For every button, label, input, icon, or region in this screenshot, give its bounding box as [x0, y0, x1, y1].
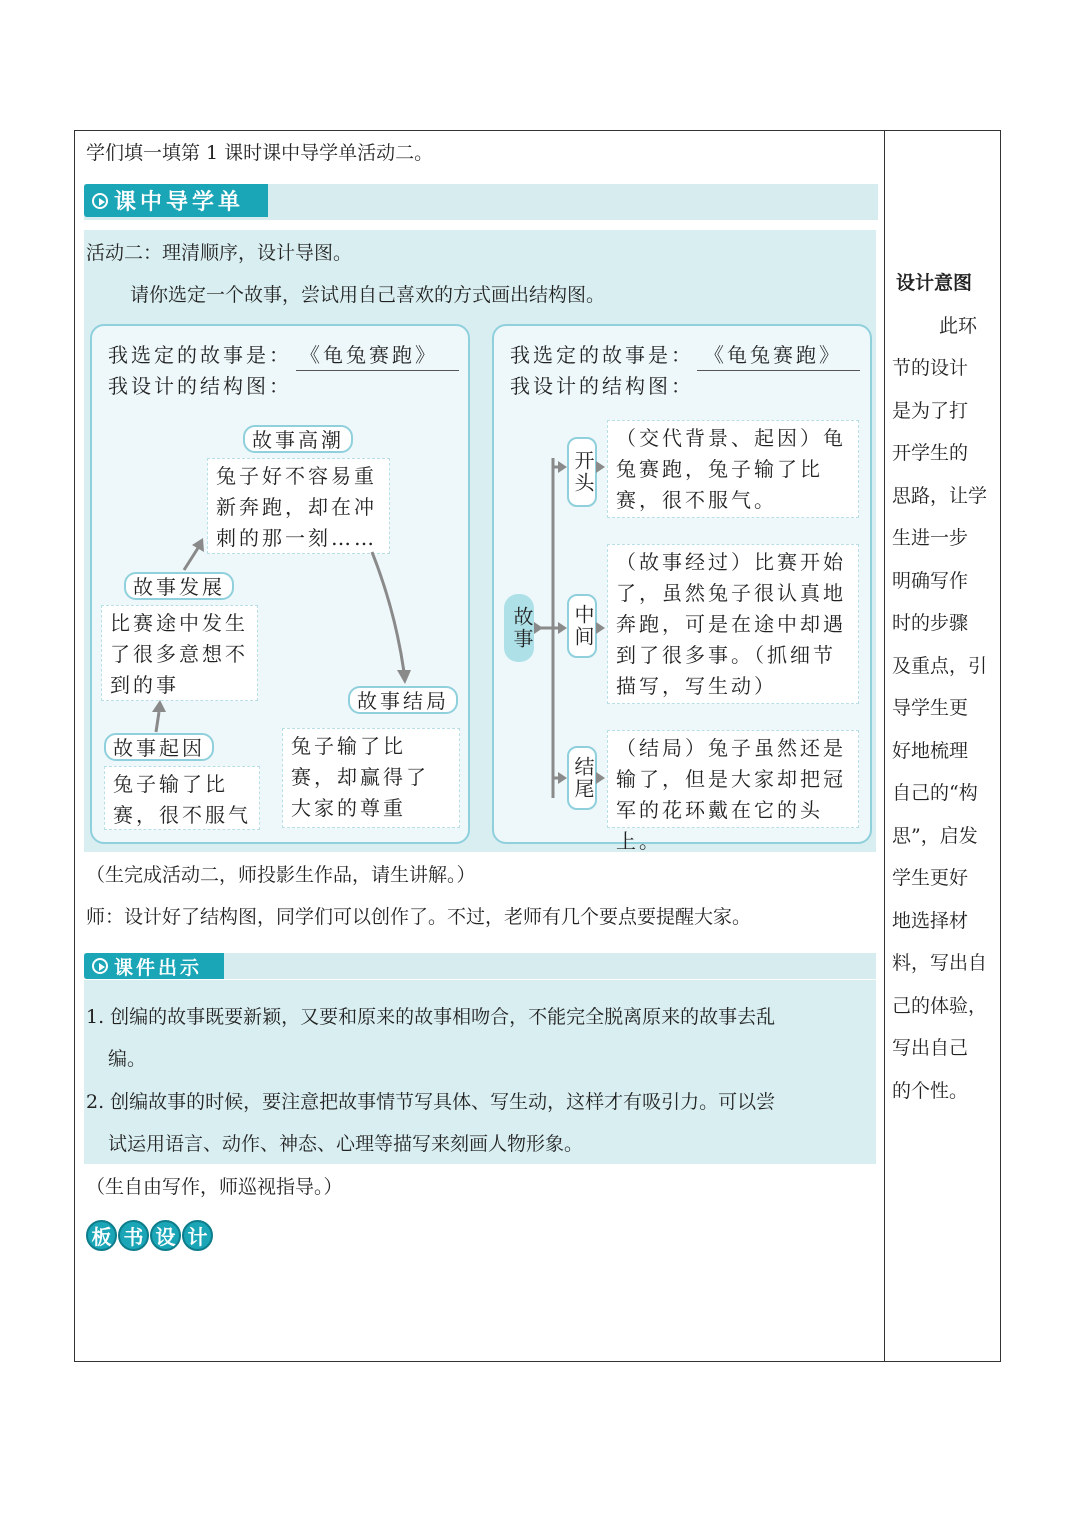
left-story-label: 我选定的故事是：: [108, 343, 292, 367]
tip-1-line-1: 1. 创编的故事既要新颖，又要和原来的故事相吻合，不能完全脱离原来的故事去乱: [86, 1006, 776, 1028]
design-intent-title: 设计意图: [896, 272, 973, 294]
design-intent-line: 时的步骤: [892, 612, 969, 634]
arrow-cause-to-development: [156, 712, 159, 732]
arrowhead-beginning: [558, 461, 567, 473]
section-title: 课中导学单: [114, 189, 245, 215]
after-activity-note: （生完成活动二，师投影生作品，请生讲解。）: [86, 864, 476, 886]
design-intent-line: 开学生的: [892, 442, 969, 464]
design-intent-line: 及重点，引: [892, 654, 988, 677]
arrow-climax-to-ending: [372, 552, 404, 672]
design-intent-line: 地选择材: [892, 909, 969, 932]
node-text-climax: 兔子好不容易重新奔跑，却在冲刺的那一刻……: [207, 458, 390, 554]
arrowhead-ending-text: [596, 772, 605, 784]
design-intent-line: 节的设计: [892, 357, 969, 379]
tip-2-line-2: 试运用语言、动作、神态、心理等描写来刻画人物形象。: [108, 1133, 584, 1155]
arrowhead-middle-text: [596, 622, 605, 634]
arrow-development-to-climax: [184, 548, 198, 570]
branch-text-beginning: （交代背景、起因）龟兔赛跑，兔子输了比赛，很不服气。: [607, 420, 859, 518]
board-char-4: 计: [182, 1220, 213, 1251]
arrowhead-ending-branch: [558, 772, 567, 784]
design-intent-line: 写出自己: [892, 1037, 969, 1059]
design-intent-line: 思路，让学: [892, 484, 988, 507]
intro-line: 学们填一填第 1 课时课中导学单活动二。: [86, 142, 434, 164]
arrowhead-ending: [397, 670, 411, 684]
branch-tag-beginning: 开头: [567, 437, 597, 507]
design-intent-line: 己的体验，: [892, 994, 988, 1017]
design-intent-line: 明确写作: [892, 569, 969, 592]
node-tag-climax: 故事高潮: [243, 425, 353, 453]
teacher-line: 师：设计好了结构图，同学们可以创作了。不过，老师有几个要点要提醒大家。: [86, 906, 752, 928]
activity-title: 活动二：理清顺序，设计导图。: [86, 242, 353, 264]
arrowhead-beginning-text: [596, 461, 605, 473]
branch-tag-middle: 中间: [567, 594, 597, 658]
node-tag-ending: 故事结局: [348, 686, 458, 714]
node-tag-development: 故事发展: [124, 572, 234, 600]
branch-text-ending: （结局）兔子虽然还是输了，但是大家却把冠军的花环戴在它的头上。: [607, 730, 859, 828]
design-intent-column: [892, 262, 996, 1112]
node-text-cause: 兔子输了比赛，很不服气: [104, 766, 260, 830]
design-intent-line: 是为了打: [892, 399, 969, 422]
design-intent-line: 生进一步: [892, 527, 969, 549]
left-story-name: 《龟兔赛跑》: [300, 343, 438, 367]
design-intent-line: 学生更好: [892, 867, 969, 889]
design-intent-line: 此环: [920, 314, 978, 337]
right-map-label: 我设计的结构图：: [510, 374, 694, 398]
board-char-2: 书: [118, 1220, 149, 1251]
section-title-2: 课件出示: [114, 956, 203, 979]
design-intent-line: 好地梳理: [892, 739, 969, 762]
arrowhead-root: [534, 622, 543, 634]
right-story-name: 《龟兔赛跑》: [704, 343, 842, 367]
node-text-ending: 兔子输了比赛，却赢得了大家的尊重: [282, 728, 460, 828]
design-intent-line: 思”，启发: [892, 824, 978, 847]
board-char-3: 设: [150, 1220, 181, 1251]
tip-1-line-2: 编。: [108, 1048, 147, 1070]
branch-tag-ending: 结尾: [567, 746, 597, 810]
left-map-label: 我设计的结构图：: [108, 374, 292, 398]
design-intent-line: 导学生更: [892, 697, 969, 719]
activity-instruction: 请你选定一个故事，尝试用自己喜欢的方式画出结构图。: [130, 284, 606, 306]
arrowhead-middle: [558, 622, 567, 634]
branch-text-middle: （故事经过）比赛开始了，虽然兔子很认真地奔跑，可是在途中却遇到了很多事。（抓细节描写，写生动）: [607, 544, 859, 704]
root-tag-story: 故事: [504, 594, 534, 662]
design-intent-line: 的个性。: [892, 1079, 969, 1102]
node-text-development: 比赛途中发生了很多意想不到的事: [101, 605, 258, 701]
board-design-badge: [86, 1220, 213, 1251]
design-intent-line: 自己的“构: [892, 782, 978, 804]
free-writing-note: （生自由写作，师巡视指导。）: [86, 1176, 343, 1198]
design-intent-line: 料，写出自: [892, 952, 988, 974]
tip-2-line-1: 2. 创编故事的时候，要注意把故事情节写具体、写生动，这样才有吸引力。可以尝: [86, 1091, 776, 1113]
node-tag-cause: 故事起因: [104, 733, 214, 761]
play-icon-2: [92, 958, 108, 974]
board-char-1: 板: [86, 1220, 117, 1251]
section-header-slides: [84, 953, 224, 979]
arrowhead-development: [152, 700, 166, 712]
right-story-label: 我选定的故事是：: [510, 343, 694, 367]
